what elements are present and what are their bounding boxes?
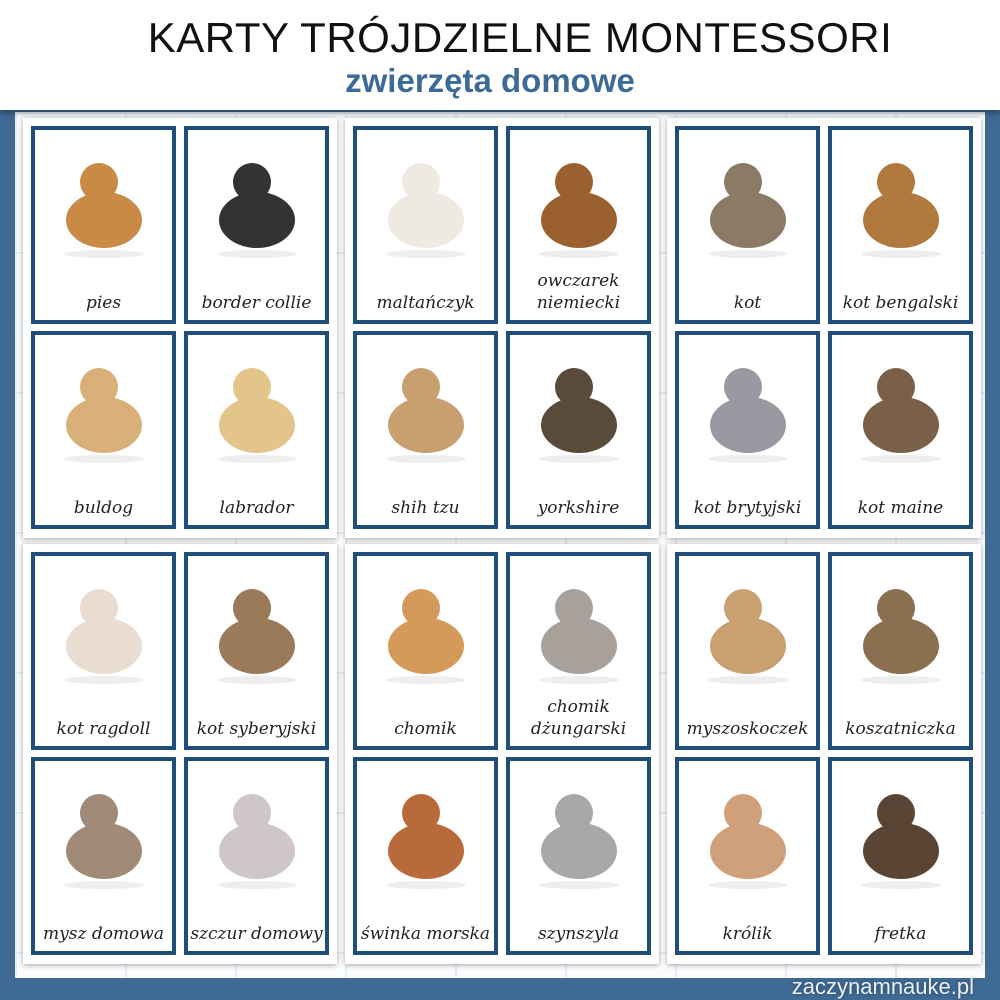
animal-picture: [524, 349, 634, 465]
animal-label: shih tzu: [391, 498, 460, 518]
animal-label: szynszyla: [537, 924, 620, 944]
animal-card: [184, 126, 329, 324]
animal-card: [184, 757, 329, 955]
animal-card: [31, 126, 176, 324]
animal-label: świnka morska: [360, 924, 491, 944]
animal-card: [506, 126, 651, 324]
animal-label: fretka: [874, 924, 927, 944]
animal-label: labrador: [219, 498, 294, 518]
animal-picture: [846, 775, 956, 891]
animal-label: kot bengalski: [842, 293, 959, 313]
animal-label: szczur domowy: [190, 924, 323, 944]
animal-card: [828, 331, 973, 529]
animal-card: [828, 757, 973, 955]
animal-picture: [371, 775, 481, 891]
card-sheet: [667, 544, 981, 964]
animal-card: [506, 757, 651, 955]
page-title: KARTY TRÓJDZIELNE MONTESSORI: [147, 14, 893, 61]
animal-picture: [371, 144, 481, 260]
animal-label: koszatniczka: [845, 719, 956, 739]
animal-picture: [524, 775, 634, 891]
animal-picture: [846, 144, 956, 260]
animal-card: [675, 552, 820, 750]
animal-card: [353, 552, 498, 750]
animal-picture: [524, 144, 634, 260]
animal-label: królik: [722, 924, 773, 944]
animal-label: kot syberyjski: [196, 719, 317, 739]
animal-card: [31, 552, 176, 750]
animal-picture: [49, 144, 159, 260]
animal-picture: [693, 349, 803, 465]
animal-card: [828, 126, 973, 324]
animal-picture: [846, 570, 956, 686]
card-sheet: [23, 118, 337, 538]
animal-picture: [524, 570, 634, 686]
animal-label: mysz domowa: [43, 924, 164, 944]
animal-label: kot maine: [857, 498, 944, 518]
animal-picture: [202, 775, 312, 891]
animal-picture: [371, 570, 481, 686]
animal-card: [506, 331, 651, 529]
animal-picture: [49, 775, 159, 891]
animal-picture: [202, 570, 312, 686]
animal-card: [31, 757, 176, 955]
card-sheet: [345, 544, 659, 964]
animal-label: pies: [85, 293, 122, 313]
animal-picture: [693, 570, 803, 686]
animal-label: kot: [733, 293, 762, 313]
animal-label: buldog: [73, 498, 134, 518]
animal-picture: [693, 144, 803, 260]
animal-card: [31, 331, 176, 529]
animal-card: [675, 757, 820, 955]
animal-card: [184, 552, 329, 750]
animal-picture: [49, 570, 159, 686]
card-sheet: [23, 544, 337, 964]
animal-card: [675, 126, 820, 324]
animal-label: kot ragdoll: [56, 719, 151, 739]
animal-card: [353, 757, 498, 955]
animal-card: [353, 126, 498, 324]
animal-label: chomik: [394, 719, 457, 739]
animal-card: [353, 331, 498, 529]
animal-card: [184, 331, 329, 529]
header-banner: [0, 0, 1000, 110]
animal-card: [828, 552, 973, 750]
animal-card: [675, 331, 820, 529]
cards-preview-area: [15, 112, 985, 978]
card-sheet: [345, 118, 659, 538]
animal-label: myszoskoczek: [686, 719, 809, 739]
page-subtitle: zwierzęta domowe: [345, 62, 635, 99]
animal-label: kot brytyjski: [693, 498, 802, 518]
animal-label: owczarek niemiecki: [536, 271, 621, 313]
animal-picture: [371, 349, 481, 465]
animal-picture: [49, 349, 159, 465]
animal-label: maltańczyk: [376, 293, 475, 313]
animal-picture: [202, 144, 312, 260]
card-sheet: [667, 118, 981, 538]
animal-picture: [846, 349, 956, 465]
animal-picture: [202, 349, 312, 465]
animal-picture: [693, 775, 803, 891]
animal-label: chomik dżungarski: [530, 697, 627, 739]
animal-label: border collie: [201, 293, 312, 313]
watermark: zaczynamnauke.pl: [791, 974, 974, 999]
animal-card: [506, 552, 651, 750]
animal-label: yorkshire: [537, 498, 620, 518]
